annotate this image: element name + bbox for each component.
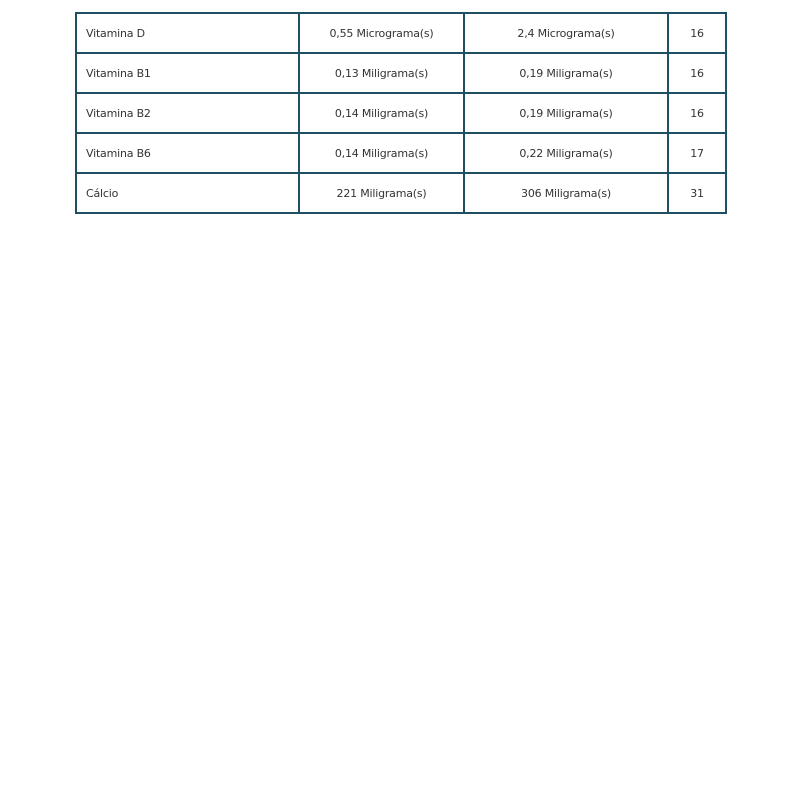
table-row <box>76 53 726 93</box>
amount-per-serving-cell: 0,14 Miligrama(s) <box>299 133 464 173</box>
percent-daily-value-cell: 17 <box>668 133 726 173</box>
amount-reference-cell: 0,22 Miligrama(s) <box>464 133 668 173</box>
nutrient-name-cell: Vitamina B2 <box>76 93 299 133</box>
amount-per-serving-cell: 221 Miligrama(s) <box>299 173 464 213</box>
amount-reference-cell: 0,19 Miligrama(s) <box>464 53 668 93</box>
amount-reference-cell: 0,19 Miligrama(s) <box>464 93 668 133</box>
amount-per-serving-cell: 0,14 Miligrama(s) <box>299 93 464 133</box>
nutrition-table <box>75 12 727 214</box>
amount-reference-cell: 2,4 Micrograma(s) <box>464 13 668 53</box>
table-row <box>76 13 726 53</box>
table-row <box>76 133 726 173</box>
table-row <box>76 93 726 133</box>
amount-reference-cell: 306 Miligrama(s) <box>464 173 668 213</box>
percent-daily-value-cell: 16 <box>668 13 726 53</box>
amount-per-serving-cell: 0,55 Micrograma(s) <box>299 13 464 53</box>
percent-daily-value-cell: 31 <box>668 173 726 213</box>
amount-per-serving-cell: 0,13 Miligrama(s) <box>299 53 464 93</box>
nutrient-name-cell: Vitamina D <box>76 13 299 53</box>
percent-daily-value-cell: 16 <box>668 53 726 93</box>
table-row <box>76 173 726 213</box>
nutrient-name-cell: Vitamina B1 <box>76 53 299 93</box>
percent-daily-value-cell: 16 <box>668 93 726 133</box>
nutrient-name-cell: Cálcio <box>76 173 299 213</box>
nutrient-name-cell: Vitamina B6 <box>76 133 299 173</box>
